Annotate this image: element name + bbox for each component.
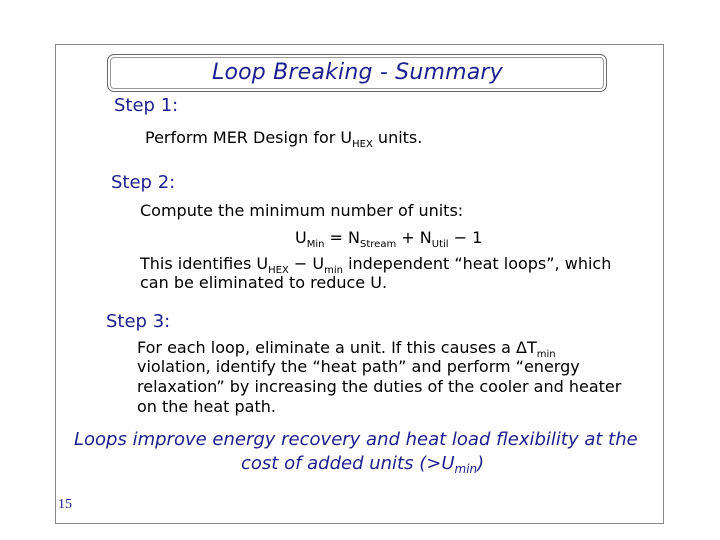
step-1-text-sub: HEX [352, 139, 373, 150]
formula-u: U [295, 228, 307, 247]
step-2-line-3-minus: − U [288, 254, 325, 273]
step-1-text [145, 128, 423, 150]
step-1-label: Step 1: [114, 95, 179, 116]
formula-u-sub: Min [306, 239, 325, 250]
formula-tail: − 1 [448, 228, 483, 247]
summary-line-2-sub: min [454, 462, 478, 476]
summary-line-1: Loops improve energy recovery and heat load flexibility at the [74, 429, 638, 450]
formula-eq-n: = N [324, 228, 361, 247]
step-3-line-4: on the heat path. [137, 397, 276, 416]
step-2-line-4: can be eliminated to reduce U. [140, 273, 388, 292]
formula-n-sub: Stream [360, 239, 397, 250]
step-2-label: Step 2: [111, 172, 176, 193]
step-3-line-1 [137, 338, 556, 360]
step-3-line-2: violation, identify the “heat path” and perform “energy [137, 357, 580, 376]
step-2-line-3-before: This identifies U [140, 254, 269, 273]
page-number: 15 [58, 497, 72, 512]
step-2-line-3-sub1: HEX [268, 265, 289, 276]
step-3-label: Step 3: [106, 311, 171, 332]
step-2-formula [295, 228, 483, 250]
step-2-line-3-after: independent “heat loops”, which [343, 254, 612, 273]
step-2-line-3-sub2: min [324, 265, 343, 276]
step-3-line-1-sub: min [536, 349, 556, 360]
step-3-line-3: relaxation” by increasing the duties of the cooler and heater [137, 377, 622, 396]
step-1-text-after: units. [372, 128, 423, 147]
slide-title: Loop Breaking - Summary [212, 60, 503, 85]
formula-plus-n: + N [396, 228, 432, 247]
step-3-line-1-before: For each loop, eliminate a unit. If this causes a ΔT [137, 338, 537, 357]
step-2-line-3 [140, 254, 612, 276]
summary-line-2-before: cost of added units (>U [241, 453, 455, 474]
step-1-text-before: Perform MER Design for U [145, 128, 353, 147]
summary-line-2-after: ) [477, 453, 485, 474]
summary-line-2 [241, 453, 484, 474]
step-2-line-1: Compute the minimum number of units: [140, 201, 464, 220]
formula-n2-sub: Util [431, 239, 449, 250]
